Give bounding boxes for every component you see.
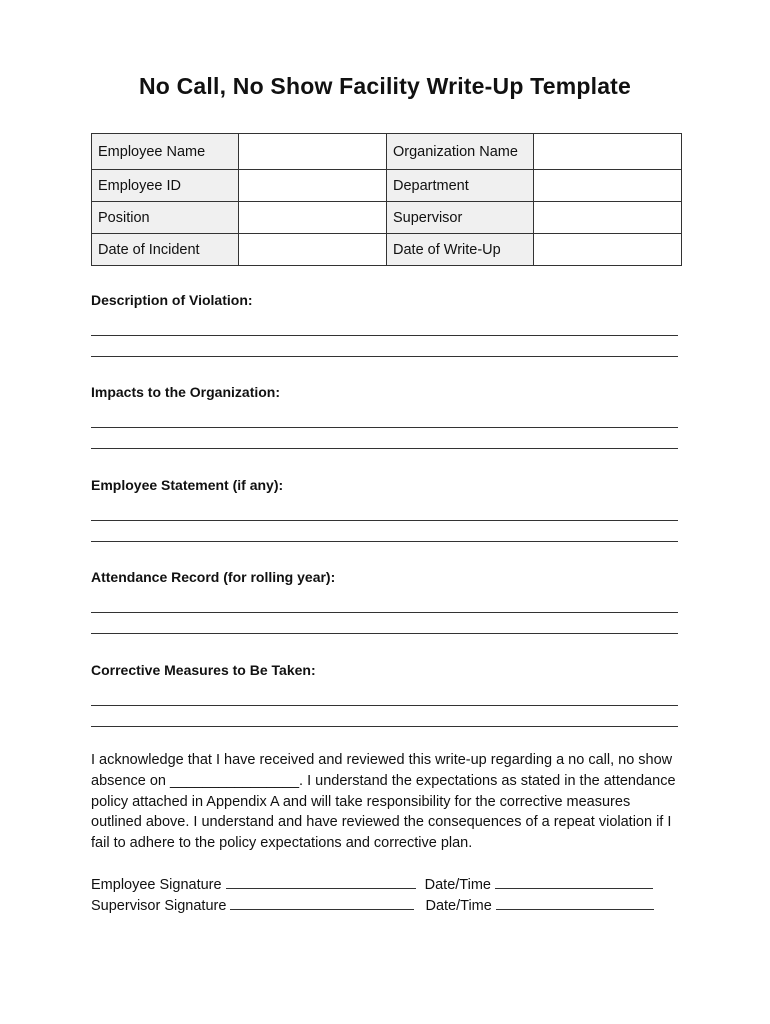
department-field[interactable]	[534, 170, 682, 202]
table-row	[92, 202, 682, 234]
date-of-write-up-field[interactable]	[534, 234, 682, 266]
section-heading: Employee Statement (if any):	[91, 477, 284, 493]
employee-name-field[interactable]	[239, 134, 387, 170]
employee-signature-label: Employee Signature	[91, 877, 222, 893]
employee-datetime-line[interactable]	[495, 874, 653, 889]
employee-id-label: Employee ID	[92, 170, 239, 202]
employee-name-label: Employee Name	[92, 134, 239, 170]
supervisor-datetime-line[interactable]	[496, 895, 654, 910]
absence-date-blank[interactable]: ________________	[170, 772, 300, 789]
department-label: Department	[387, 170, 534, 202]
acknowledgment-text: I acknowledge that I have received and reviewed this write-up regarding a no call, no show absence on	[91, 752, 673, 789]
impacts-to-organization-section	[91, 384, 678, 449]
supervisor-datetime-label: Date/Time	[425, 898, 492, 914]
section-heading: Impacts to the Organization:	[91, 384, 281, 400]
supervisor-signature-label: Supervisor Signature	[91, 898, 227, 914]
supervisor-label: Supervisor	[387, 202, 534, 234]
position-label: Position	[92, 202, 239, 234]
write-in-line[interactable]	[91, 541, 678, 542]
write-in-line[interactable]	[91, 427, 678, 428]
table-row	[92, 234, 682, 266]
date-of-incident-label: Date of Incident	[92, 234, 239, 266]
page-title: No Call, No Show Facility Write-Up Template	[138, 73, 632, 99]
employee-datetime-label: Date/Time	[424, 877, 491, 893]
supervisor-field[interactable]	[534, 202, 682, 234]
employee-signature-row	[91, 874, 653, 893]
write-in-line[interactable]	[91, 612, 678, 613]
description-of-violation-section	[91, 292, 678, 357]
date-of-incident-field[interactable]	[239, 234, 387, 266]
employee-signature-line[interactable]	[226, 874, 416, 889]
table-row	[92, 170, 682, 202]
write-in-line[interactable]	[91, 520, 678, 521]
supervisor-signature-line[interactable]	[230, 895, 414, 910]
date-of-write-up-label: Date of Write-Up	[387, 234, 534, 266]
write-in-line[interactable]	[91, 726, 678, 727]
organization-name-label: Organization Name	[387, 134, 534, 170]
section-heading: Corrective Measures to Be Taken:	[91, 662, 316, 678]
table-row	[92, 134, 682, 170]
employee-statement-section	[91, 477, 678, 542]
acknowledgment-text-continued: . I understand the expectations as stated in the attendance policy attached in Appendix A and will take responsibility for the corrective measures outlined above. I understand and have reviewed the consequences of a repeat violation if I fail to adhere to the policy expectations and corrective plan.	[91, 772, 676, 852]
write-in-line[interactable]	[91, 633, 678, 634]
attendance-record-section	[91, 569, 678, 634]
write-in-line[interactable]	[91, 448, 678, 449]
employee-id-field[interactable]	[239, 170, 387, 202]
employee-info-table	[91, 133, 682, 266]
acknowledgment-paragraph	[91, 750, 681, 854]
corrective-measures-section	[91, 662, 678, 727]
section-heading: Attendance Record (for rolling year):	[91, 569, 336, 585]
write-in-line[interactable]	[91, 335, 678, 336]
write-in-line[interactable]	[91, 705, 678, 706]
write-in-line[interactable]	[91, 356, 678, 357]
section-heading: Description of Violation:	[91, 292, 253, 308]
supervisor-signature-row	[91, 895, 654, 914]
position-field[interactable]	[239, 202, 387, 234]
organization-name-field[interactable]	[534, 134, 682, 170]
